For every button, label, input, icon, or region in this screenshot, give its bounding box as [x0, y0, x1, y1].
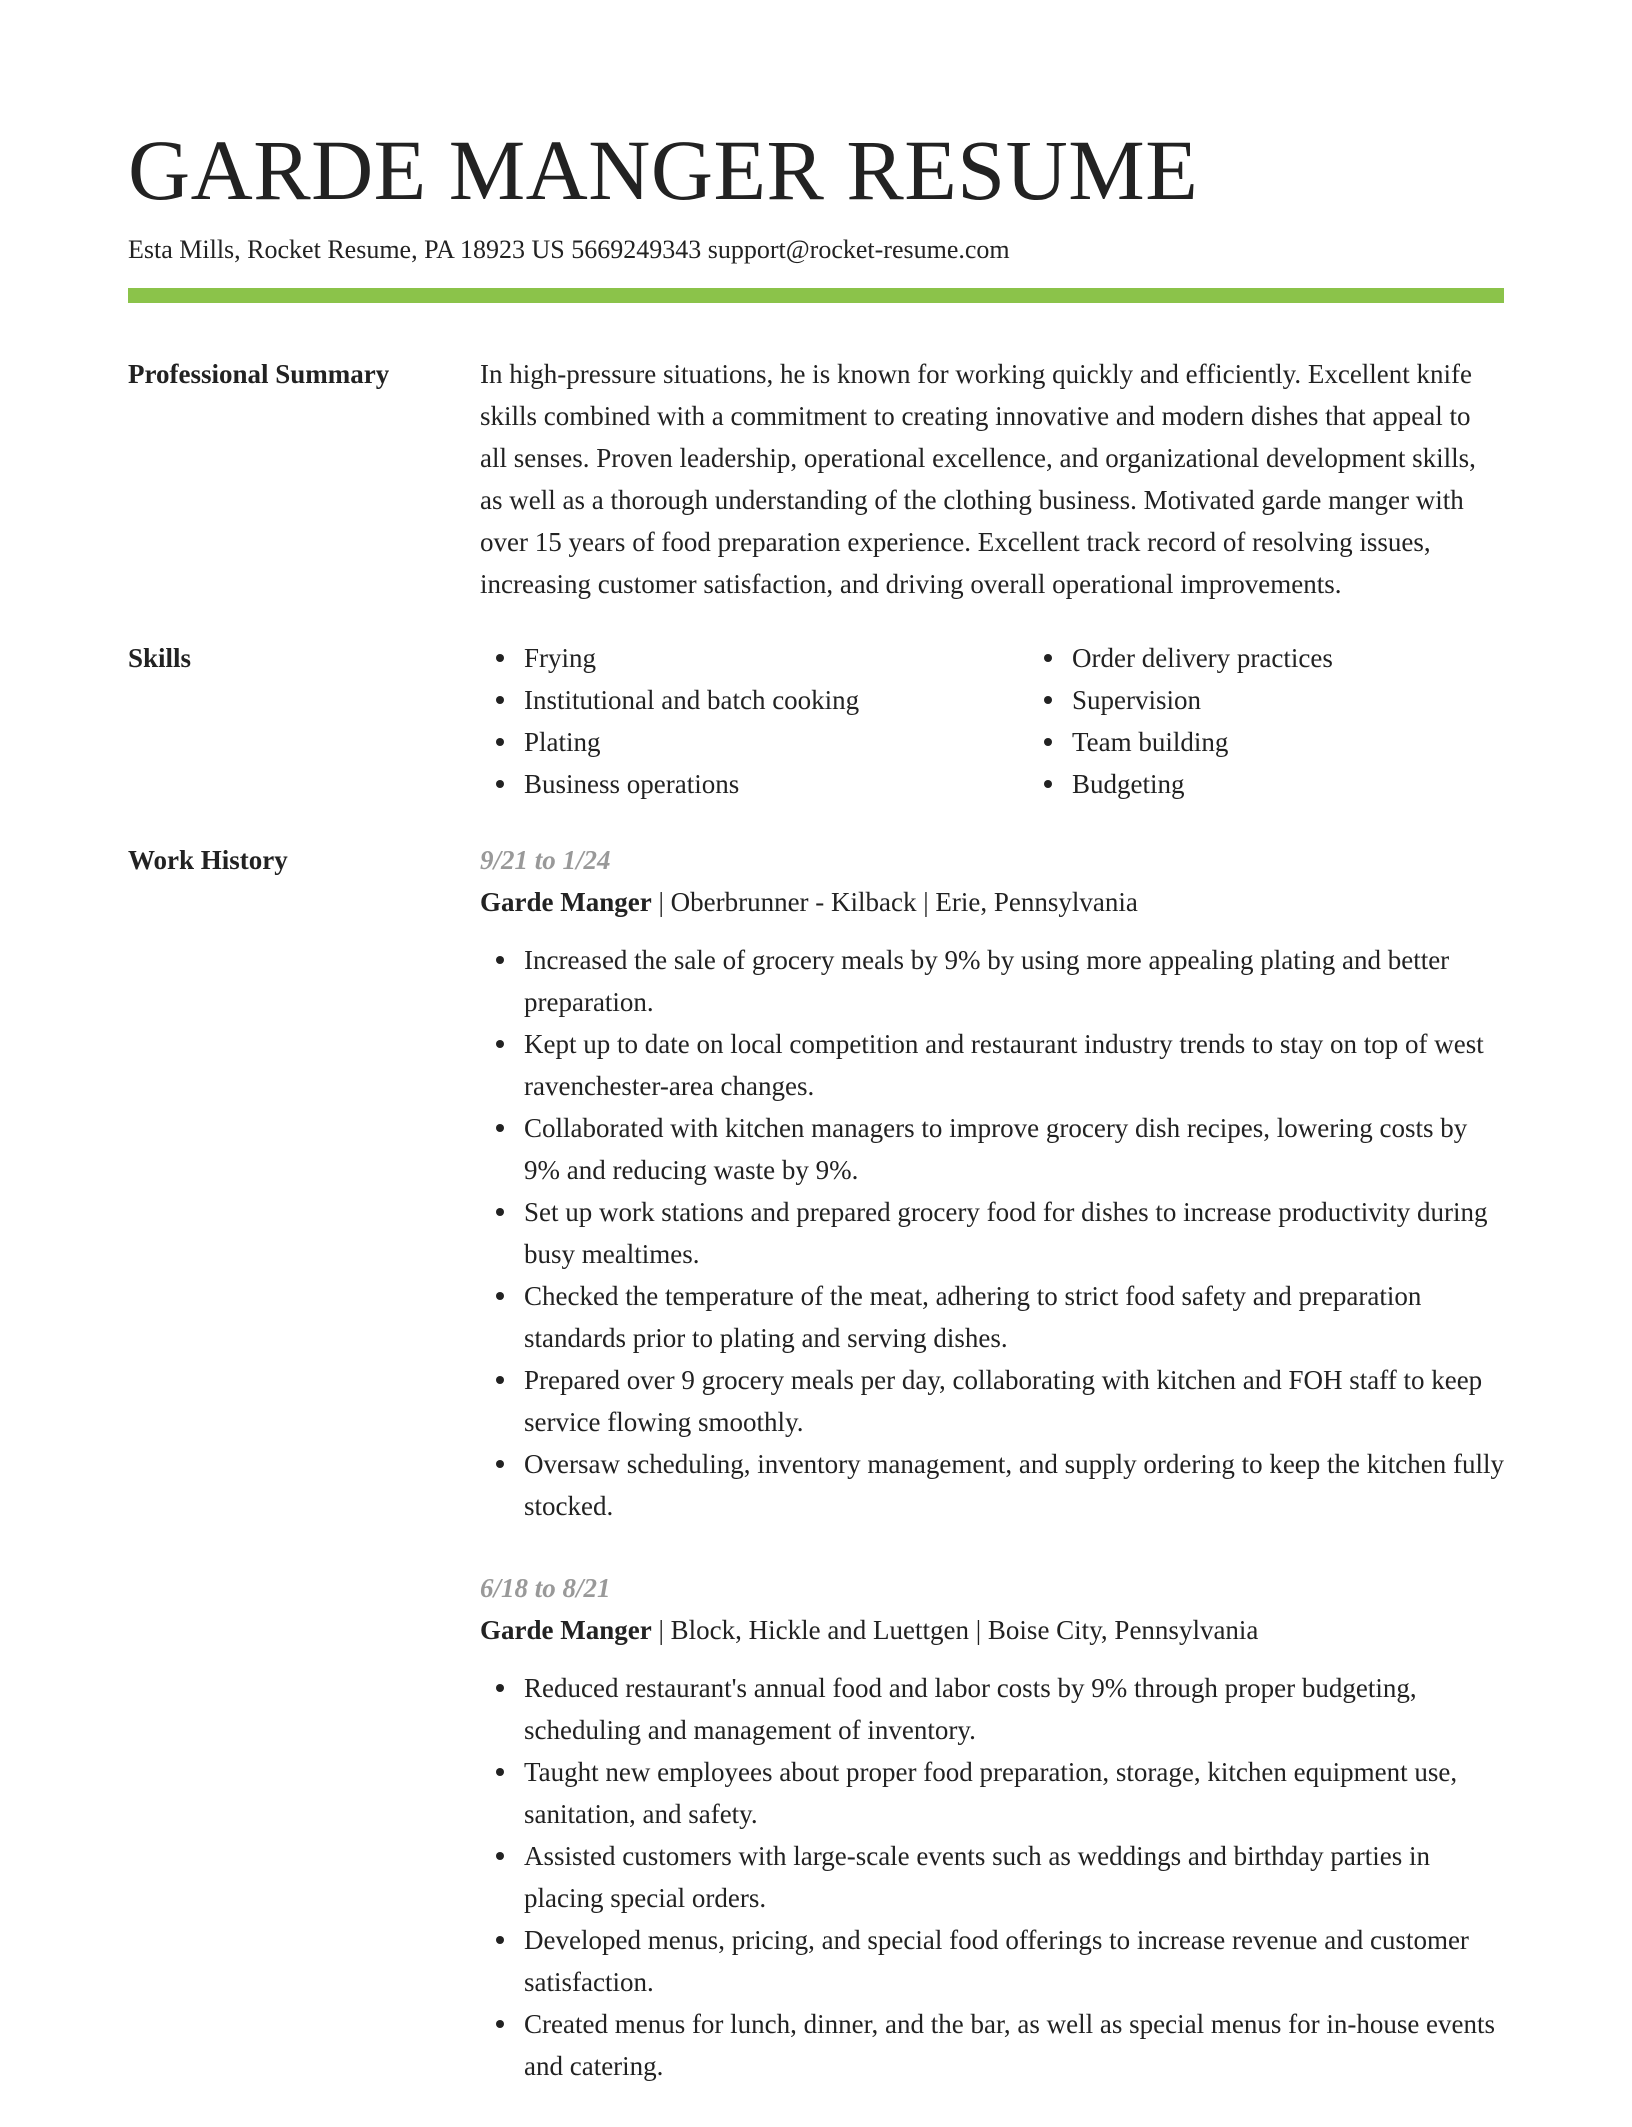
- skills-column-1: [480, 637, 1028, 805]
- job-details: | Block, Hickle and Luettgen | Boise City, Pennsylvania: [651, 1615, 1259, 1645]
- skills-grid: [480, 637, 1576, 805]
- job-bullet: Set up work stations and prepared grocery food for dishes to increase productivity during busy mealtimes.: [524, 1191, 1504, 1275]
- contact-line: Esta Mills, Rocket Resume, PA 18923 US 5669249343 support@rocket-resume.com: [128, 235, 1010, 264]
- summary-text: In high-pressure situations, he is known for working quickly and efficiently. Excellent knife skills combined with a commitment to creating innovative and modern dishes that appeal to all senses. Proven leadership, operational excellence, and organizational development skills, as well as a thorough understanding of the clothing business. Motivated garde manger with over 15 years of food preparation experience. Excellent track record of resolving issues, increasing customer satisfaction, and driving overall operational improvements.: [480, 359, 1476, 599]
- job-bullet: Collaborated with kitchen managers to improve grocery dish recipes, lowering costs by 9% and reducing waste by 9%.: [524, 1107, 1504, 1191]
- job-heading: [480, 881, 1504, 923]
- skill-item: Institutional and batch cooking: [524, 679, 1028, 721]
- job-entry: [480, 839, 1504, 1527]
- summary-heading: Professional Summary: [128, 359, 390, 389]
- job-bullet: Checked the temperature of the meat, adhering to strict food safety and preparation standards prior to plating and serving dishes.: [524, 1275, 1504, 1359]
- work-history-heading: Work History: [128, 845, 288, 875]
- work-history-body: [480, 839, 1504, 2127]
- summary-body: [480, 353, 1504, 605]
- job-details: | Oberbrunner - Kilback | Erie, Pennsylvania: [651, 887, 1138, 917]
- skill-item: Business operations: [524, 763, 1028, 805]
- skills-column-2: [1028, 637, 1576, 805]
- job-dates: 9/21 to 1/24: [480, 845, 611, 875]
- skill-item: Supervision: [1072, 679, 1576, 721]
- job-entry: [480, 1567, 1504, 2087]
- skill-item: Order delivery practices: [1072, 637, 1576, 679]
- job-bullet: Taught new employees about proper food preparation, storage, kitchen equipment use, sanitation, and safety.: [524, 1751, 1504, 1835]
- skills-section: [128, 637, 1504, 805]
- job-bullets: [480, 939, 1504, 1527]
- job-bullet: Created menus for lunch, dinner, and the bar, as well as special menus for in-house events and catering.: [524, 2003, 1504, 2087]
- job-bullet: Kept up to date on local competition and restaurant industry trends to stay on top of west ravenchester-area changes.: [524, 1023, 1504, 1107]
- job-title: Garde Manger: [480, 887, 652, 917]
- skill-item: Budgeting: [1072, 763, 1576, 805]
- job-heading: [480, 1609, 1504, 1651]
- job-bullet: Reduced restaurant's annual food and labor costs by 9% through proper budgeting, scheduling and management of inventory.: [524, 1667, 1504, 1751]
- resume-title: GARDE MANGER RESUME: [128, 122, 1199, 218]
- accent-divider: [128, 288, 1504, 303]
- skill-item: Team building: [1072, 721, 1576, 763]
- job-bullet: Oversaw scheduling, inventory management, and supply ordering to keep the kitchen fully stocked.: [524, 1443, 1504, 1527]
- skills-heading: Skills: [128, 643, 192, 673]
- summary-section: [128, 353, 1504, 605]
- job-dates: 6/18 to 8/21: [480, 1573, 611, 1603]
- resume-page: [128, 120, 1504, 2127]
- job-bullets: [480, 1667, 1504, 2087]
- skill-item: Plating: [524, 721, 1028, 763]
- job-bullet: Increased the sale of grocery meals by 9% by using more appealing plating and better preparation.: [524, 939, 1504, 1023]
- job-bullet: Prepared over 9 grocery meals per day, collaborating with kitchen and FOH staff to keep service flowing smoothly.: [524, 1359, 1504, 1443]
- job-bullet: Assisted customers with large-scale events such as weddings and birthday parties in placing special orders.: [524, 1835, 1504, 1919]
- skill-item: Frying: [524, 637, 1028, 679]
- job-title: Garde Manger: [480, 1615, 652, 1645]
- work-history-section: [128, 839, 1504, 2127]
- job-bullet: Developed menus, pricing, and special food offerings to increase revenue and customer satisfaction.: [524, 1919, 1504, 2003]
